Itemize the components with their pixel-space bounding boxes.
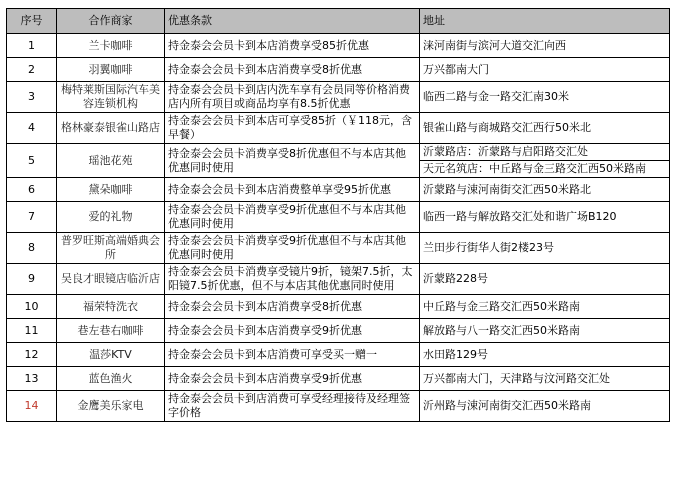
row-offer: 持金泰会会员卡到店内洗车享有会员同等价格消费店内所有项目或商品均享有8.5折优惠 <box>165 82 420 113</box>
row-partner: 羽翼咖啡 <box>57 58 165 82</box>
row-no: 3 <box>7 82 57 113</box>
row-address: 临西二路与金一路交汇南30米 <box>420 82 670 113</box>
row-no: 2 <box>7 58 57 82</box>
row-address: 沂蒙路店：沂蒙路与启阳路交汇处 <box>420 144 670 161</box>
row-address: 万兴都南大门 <box>420 58 670 82</box>
table-row <box>7 58 670 82</box>
row-address: 银雀山路与商城路交汇西行50米北 <box>420 113 670 144</box>
table-row <box>7 34 670 58</box>
row-no: 6 <box>7 178 57 202</box>
table-row <box>7 319 670 343</box>
table-header-row <box>7 9 670 34</box>
header-partner: 合作商家 <box>57 9 165 34</box>
row-offer: 持金泰会会员卡到本店消费可享受买一赠一 <box>165 343 420 367</box>
row-partner: 兰卡咖啡 <box>57 34 165 58</box>
row-offer: 持金泰会会员卡到本店可享受85折（￥118元，含早餐） <box>165 113 420 144</box>
table-row <box>7 233 670 264</box>
row-address: 兰田步行街华人街2楼23号 <box>420 233 670 264</box>
row-offer: 持金泰会会员卡消费享受镜片9折，镜架7.5折，太阳镜7.5折优惠，但不与本店其他优惠同时使用 <box>165 264 420 295</box>
row-partner: 金鹰美乐家电 <box>57 391 165 422</box>
table-row <box>7 264 670 295</box>
row-partner: 格林豪泰银雀山路店 <box>57 113 165 144</box>
table-row <box>7 343 670 367</box>
row-address: 万兴都南大门，天津路与汶河路交汇处 <box>420 367 670 391</box>
row-address: 沂州路与涑河南街交汇西50米路南 <box>420 391 670 422</box>
row-address-2: 天元名筑店：中丘路与金三路交汇西50米路南 <box>420 161 670 178</box>
table-row <box>7 295 670 319</box>
row-no: 8 <box>7 233 57 264</box>
row-address: 中丘路与金三路交汇西50米路南 <box>420 295 670 319</box>
row-offer: 持金泰会会员卡消费享受9折优惠但不与本店其他优惠同时使用 <box>165 202 420 233</box>
row-offer: 持金泰会会员卡消费享受9折优惠但不与本店其他优惠同时使用 <box>165 233 420 264</box>
header-no: 序号 <box>7 9 57 34</box>
row-no: 14 <box>7 391 57 422</box>
row-offer: 持金泰会会员卡到本店消费享受9折优惠 <box>165 367 420 391</box>
table-row <box>7 202 670 233</box>
row-no: 5 <box>7 144 57 178</box>
table-row <box>7 82 670 113</box>
row-offer: 持金泰会会员卡到本店消费享受8折优惠 <box>165 58 420 82</box>
row-partner: 普罗旺斯高端婚典会所 <box>57 233 165 264</box>
row-no: 11 <box>7 319 57 343</box>
row-no: 1 <box>7 34 57 58</box>
row-partner: 瑶池花苑 <box>57 144 165 178</box>
row-partner: 福荣特洗衣 <box>57 295 165 319</box>
row-offer: 持金泰会会员卡到本店消费享受85折优惠 <box>165 34 420 58</box>
row-address: 解放路与八一路交汇西50米路南 <box>420 319 670 343</box>
row-address: 沂蒙路228号 <box>420 264 670 295</box>
row-address: 涞河南街与滨河大道交汇向西 <box>420 34 670 58</box>
row-no: 13 <box>7 367 57 391</box>
row-partner: 温莎KTV <box>57 343 165 367</box>
row-offer: 持金泰会会员卡到本店消费享受9折优惠 <box>165 319 420 343</box>
row-no: 12 <box>7 343 57 367</box>
header-offer: 优惠条款 <box>165 9 420 34</box>
row-offer: 持金泰会会员卡到店消费可享受经理接待及经理签字价格 <box>165 391 420 422</box>
row-address: 沂蒙路与涑河南街交汇西50米路北 <box>420 178 670 202</box>
table-row <box>7 391 670 422</box>
row-offer: 持金泰会会员卡到本店消费享受8折优惠 <box>165 295 420 319</box>
row-offer: 持金泰会会员卡到本店消费整单享受95折优惠 <box>165 178 420 202</box>
partner-discount-table <box>6 8 670 422</box>
table-row <box>7 367 670 391</box>
row-partner: 蓝色渔火 <box>57 367 165 391</box>
row-partner: 黛朵咖啡 <box>57 178 165 202</box>
row-no: 9 <box>7 264 57 295</box>
row-no: 7 <box>7 202 57 233</box>
table-row <box>7 113 670 144</box>
row-no: 10 <box>7 295 57 319</box>
table-row <box>7 144 670 161</box>
row-partner: 巷左巷右咖啡 <box>57 319 165 343</box>
row-partner: 梅特莱斯国际汽车美容连锁机构 <box>57 82 165 113</box>
row-offer: 持金泰会会员卡消费享受8折优惠但不与本店其他优惠同时使用 <box>165 144 420 178</box>
row-no: 4 <box>7 113 57 144</box>
header-address: 地址 <box>420 9 670 34</box>
row-address: 临西一路与解放路交汇处和谐广场B120 <box>420 202 670 233</box>
row-partner: 吴良才眼镜店临沂店 <box>57 264 165 295</box>
row-partner: 爱的礼物 <box>57 202 165 233</box>
table-row <box>7 178 670 202</box>
row-address: 水田路129号 <box>420 343 670 367</box>
